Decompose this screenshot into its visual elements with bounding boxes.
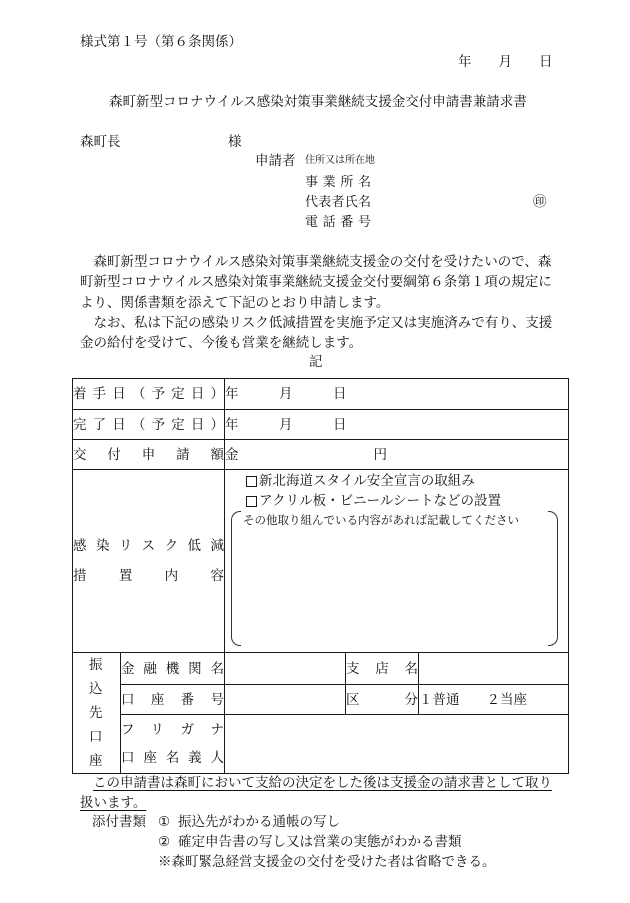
office-name-label: 事業所名 — [305, 174, 371, 189]
amount-value: 金 円 — [225, 446, 387, 462]
notice-text: この申請書は森町において支給の決定をした後は支援金の請求書として取り — [93, 775, 552, 790]
start-date-row — [73, 379, 569, 410]
amount-value-cell — [225, 440, 569, 470]
attachment-item: 確定申告書の写し又は営業の実態がわかる書類 — [178, 834, 462, 849]
start-date-label-cell — [73, 379, 225, 410]
measures-value-cell — [225, 470, 569, 653]
bank-name-value-cell — [225, 653, 346, 685]
measure-option — [246, 491, 501, 511]
paragraph-line: より、関係書類を添えて下記のとおり申請します。 — [80, 294, 390, 310]
attachments-footnote: ※森町緊急経営支援金の交付を受けた者は省略できる。 — [158, 854, 496, 869]
checkbox-empty-icon — [246, 476, 257, 487]
paragraph-line: 金の給付を受けて、今後も営業を継続します。 — [80, 335, 363, 350]
attachments-label: 添付書類 — [92, 814, 146, 829]
applicant-label: 申請者 — [255, 153, 296, 168]
start-date-label: 着手日（予定日） — [73, 386, 224, 401]
application-table — [72, 378, 569, 774]
account-type-value-cell — [419, 685, 569, 715]
end-date-value-cell — [225, 410, 569, 440]
addressee-name: 森町長 — [80, 134, 121, 149]
start-date-value: 年 月 日 — [225, 386, 347, 401]
account-number-label-cell — [121, 685, 225, 715]
date-line: 年 月 日 — [458, 54, 553, 69]
branch-label-cell — [346, 653, 419, 685]
phone-number-label: 電話番号 — [305, 214, 371, 229]
measure-option-label: 新北海道スタイル安全宣言の取組み — [259, 473, 475, 488]
bracket-right — [548, 511, 558, 646]
bracket-left — [231, 511, 241, 646]
form-number: 様式第１号（第６条関係） — [80, 34, 242, 49]
account-number-row — [73, 685, 569, 715]
amount-label-cell — [73, 440, 225, 470]
amount-label: 交付申請額 — [73, 446, 224, 462]
account-type-option-current: ２当座 — [486, 691, 527, 707]
branch-value-cell — [419, 653, 569, 685]
measures-label-line: 措置内容 — [73, 568, 224, 583]
account-type-label-cell — [346, 685, 419, 715]
notice-line — [80, 793, 146, 813]
bank-name-label-cell — [121, 653, 225, 685]
checkbox-empty-icon — [246, 496, 257, 507]
furigana-label: フリガナ — [121, 722, 224, 738]
measure-option — [246, 471, 475, 491]
branch-label: 支店名 — [346, 660, 418, 676]
page-title: 森町新型コロナウイルス感染対策事業継続支援金交付申請書兼請求書 — [109, 94, 527, 109]
account-number-value-cell — [225, 685, 346, 715]
measures-box — [225, 470, 568, 652]
end-date-label-cell — [73, 410, 225, 440]
attachment-marker: ② — [158, 834, 171, 849]
account-number-label: 口座番号 — [121, 691, 224, 707]
seal-mark: ㊞ — [533, 194, 547, 209]
notice-line — [93, 773, 552, 793]
paragraph-line: なお、私は下記の感染リスク低減措置を実施予定又は実施済みで有り、支援 — [93, 314, 553, 330]
addressee-honorific: 様 — [228, 134, 242, 149]
paragraph-line: 町新型コロナウイルス感染対策事業継続支援金交付要綱第６条第１項の規定に — [80, 274, 552, 290]
measures-label-cell — [73, 470, 225, 653]
account-holder-row — [73, 715, 569, 774]
account-type-option-ordinary: １普通 — [419, 691, 460, 707]
start-date-value-cell — [225, 379, 569, 410]
bank-section-label: 振込先口座 — [89, 657, 103, 768]
account-holder-value-cell — [225, 715, 569, 774]
measures-label-line: 感染リスク低減 — [73, 538, 224, 553]
account-holder-label-cell — [121, 715, 225, 774]
end-date-row — [73, 410, 569, 440]
representative-name-label: 代表者氏名 — [305, 194, 371, 209]
end-date-value: 年 月 日 — [225, 416, 347, 432]
end-date-label: 完了日（予定日） — [73, 416, 224, 432]
measure-option-label: アクリル板・ビニールシートなどの設置 — [259, 493, 501, 508]
notice-text: 扱います。 — [80, 795, 147, 810]
account-holder-label: 口座名義人 — [121, 750, 224, 766]
measures-row — [73, 470, 569, 653]
other-measures-note: その他取り組んでいる内容があれば記載してください — [243, 515, 519, 527]
request-paragraph — [80, 252, 560, 353]
attachment-item: 振込先がわかる通帳の写し — [178, 814, 340, 829]
account-type-label: 区分 — [346, 691, 418, 707]
bank-name-row — [73, 653, 569, 685]
bank-name-label: 金融機関名 — [121, 660, 224, 676]
ki-heading: 記 — [309, 354, 323, 369]
bank-section-label-cell — [73, 653, 121, 774]
address-label: 住所又は所在地 — [305, 155, 375, 166]
paragraph-line: 森町新型コロナウイルス感染対策事業継続支援金の交付を受けたいので、森 — [93, 254, 552, 269]
amount-row — [73, 440, 569, 470]
attachment-marker: ① — [158, 814, 171, 829]
